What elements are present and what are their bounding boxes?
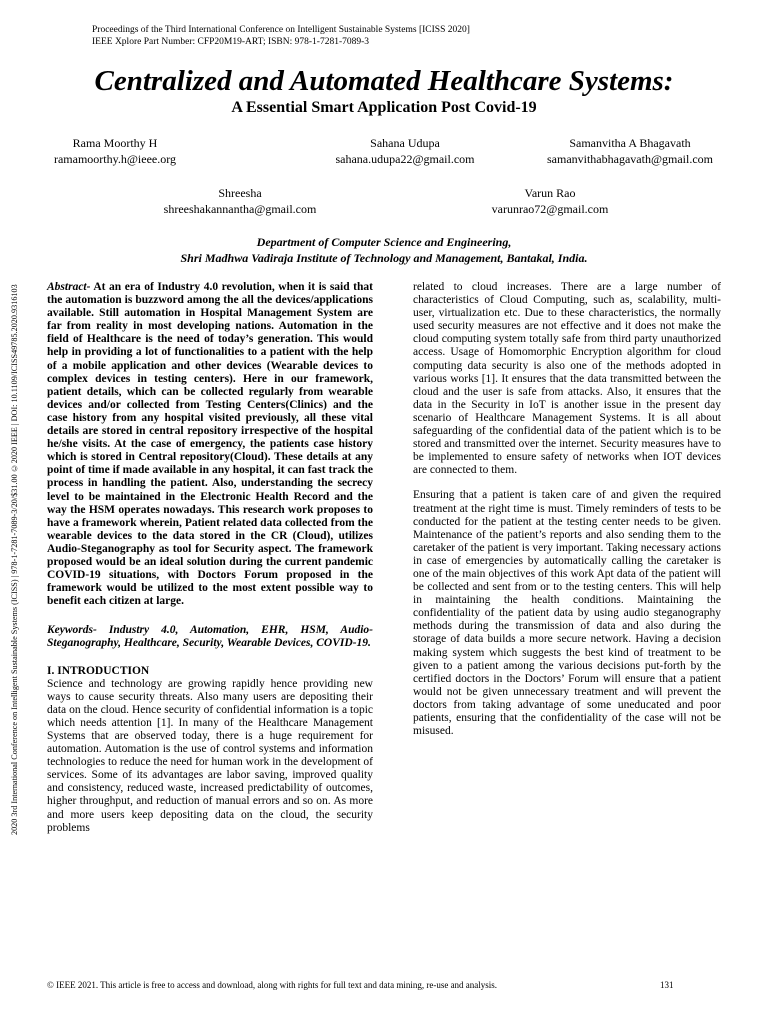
- page-number: 131: [660, 980, 674, 990]
- introduction-paragraph: Science and technology are growing rapidly hence providing new ways to cause security threats. Also many users are depositing their data on the cloud. Hence security of confidential information is a topic which needs attention [1]. In many of the Healthcare Management Systems that are observed today, there is a huge requirement for automation. Automation is the use of control systems and information technologies to reduce the need for human work in the development of services. Some of its advantages are labor saving, improved quality and consistency, reduced waste, increased predictability of outcomes, higher throughput, and reduction of manual errors and so on. As more and more users keep depositing data on the cloud, the security problems: [47, 677, 373, 834]
- header-part-number: IEEE Xplore Part Number: CFP20M19-ART; ISBN: 978-1-7281-7089-3: [92, 36, 370, 47]
- author-name: Sahana Udupa: [370, 136, 440, 150]
- side-citation: 2020 3rd International Conference on Intelligent Sustainable Systems (ICISS) | 978-1-7281-7089-3/20/$31.00 ©2020 IEEE | DOI: 10.1109/ICISS49785.2020.9316103: [10, 284, 19, 835]
- abstract-lead: Abstract-: [47, 281, 91, 293]
- abstract: [47, 281, 373, 608]
- author-name: Samanvitha A Bhagavath: [569, 136, 691, 150]
- author-1: [40, 135, 190, 167]
- author-name: Shreesha: [218, 186, 262, 200]
- author-3: [530, 135, 730, 167]
- left-column: [47, 281, 373, 835]
- author-email: sahana.udupa22@gmail.com: [335, 152, 475, 166]
- paper-subtitle: A Essential Smart Application Post Covid-19: [231, 99, 537, 116]
- author-2: [320, 135, 490, 167]
- keywords: Keywords- Industry 4.0, Automation, EHR, HSM, Audio-Steganography, Healthcare, Security, Wearable Devices, COVID-19.: [47, 624, 373, 650]
- author-email: ramamoorthy.h@ieee.org: [53, 152, 176, 166]
- paper-title: Centralized and Automated Healthcare Systems:: [94, 65, 674, 97]
- author-name: Rama Moorthy H: [72, 136, 158, 150]
- right-paragraph-1: related to cloud increases. There are a large number of characteristics of Cloud Computing, such as, scalability, multi-user, virtualization etc. Due to these characteristics, the normally used security measures are not effective and it does not make the cloud computing system totally safe from third party unauthorized access. Usage of Homomorphic Encryption algorithm for cloud computing data security is also one of the methods adopted in various works [1]. It ensures that the data transmitted between the cloud and the user is safe from attacks. Also, it ensures that the data in the Security in IoT is another issue in the present day scenario of Healthcare Management Systems. It is all about safeguarding of the confidential data of the patient which is to be stored and transmitted over the internet. Security measures have to be implemented to ensure safety of networks when IOT devices are connected to them.: [413, 281, 721, 477]
- right-column: [413, 281, 721, 738]
- affiliation-department: Department of Computer Science and Engineering,: [256, 235, 512, 249]
- author-email: samanvithabhagavath@gmail.com: [546, 152, 713, 166]
- author-4: [145, 185, 335, 217]
- affiliation: [0, 234, 768, 266]
- right-paragraph-2: Ensuring that a patient is taken care of and given the required treatment at the right time is must. Timely reminders of tests to be conducted for the patient at the testing center needs to be given. Maintenance of the patient’s reports and also sending them to the caretaker of the patient is very important. Taking necessary actions in case of emergencies by automatically calling the caretaker is one of the main objectives of this work Apt data of the patient will be collected and sent from or to the testing centers. This will help in maintaining the health conditions. Maintaining the confidentiality of the patient data by using audio steganography methods during the transmission of data and also during the storage of data builds a more secure network. Having a decision making system which suggests the best kind of treatment to be given to a patient among the various decisions put-forth by the certified doctors in the Doctors’ Forum will ensure that a patient would not be given unnecessary treatment and will prevent the doctors from taking advantage of some uneducated and poor patients, ensuring that the confidentiality of the case will not be misused.: [413, 489, 721, 738]
- abstract-text: At an era of Industry 4.0 revolution, when it is said that the automation is buzzword among the all the devices/applications available. Still automation in Hospital Management System are far from reality in most developing nations. Automation in the field of Healthcare is the need of today’s generation. This would help in providing a lot of functionalities to a patient with the help of a mobile application and other devices (Wearable devices to complex devices in testing centers). Here in our framework, patient details, which can be collected regularly from wearable devices and/or collected from Testing Centers(Clinics) and the case history from any hospital visited previously, all these vital details are stored in central repository irrespective of the hospital he/she visits. At the case of emergency, the patients case history which is stored in Central repository(Cloud). These details at any point of time if made available in any hospital, it can fast track the process in handling the patient. Also, understanding the secrecy level to be maintained in the Electronic Health Record and the way the HSM operates nowadays. This research work proposes to have a framework wherein, Patient related data collected from the wearable devices to the data stored in the CR (Cloud), utilizes Audio-Steganography as tool for Security aspect. The framework proposed would be an ideal solution during the current pandemic COVID-19 situations, with Doctors Forum proposed in the framework would be utilized to the most extent possible way to benefit each citizen at large.: [47, 281, 373, 608]
- header-proceedings: Proceedings of the Third International Conference on Intelligent Sustainable Systems [ICISS 2020]: [92, 25, 470, 35]
- section-heading-introduction: I. INTRODUCTION: [47, 664, 150, 677]
- footer-copyright: © IEEE 2021. This article is free to access and download, along with rights for full text and data mining, re-use and analysis.: [47, 980, 498, 990]
- author-5: [475, 185, 625, 217]
- author-name: Varun Rao: [524, 186, 576, 200]
- author-email: shreeshakannantha@gmail.com: [163, 202, 317, 216]
- affiliation-institute: Shri Madhwa Vadiraja Institute of Technology and Management, Bantakal, India.: [180, 251, 588, 265]
- running-header: [92, 25, 470, 48]
- author-email: varunrao72@gmail.com: [491, 202, 609, 216]
